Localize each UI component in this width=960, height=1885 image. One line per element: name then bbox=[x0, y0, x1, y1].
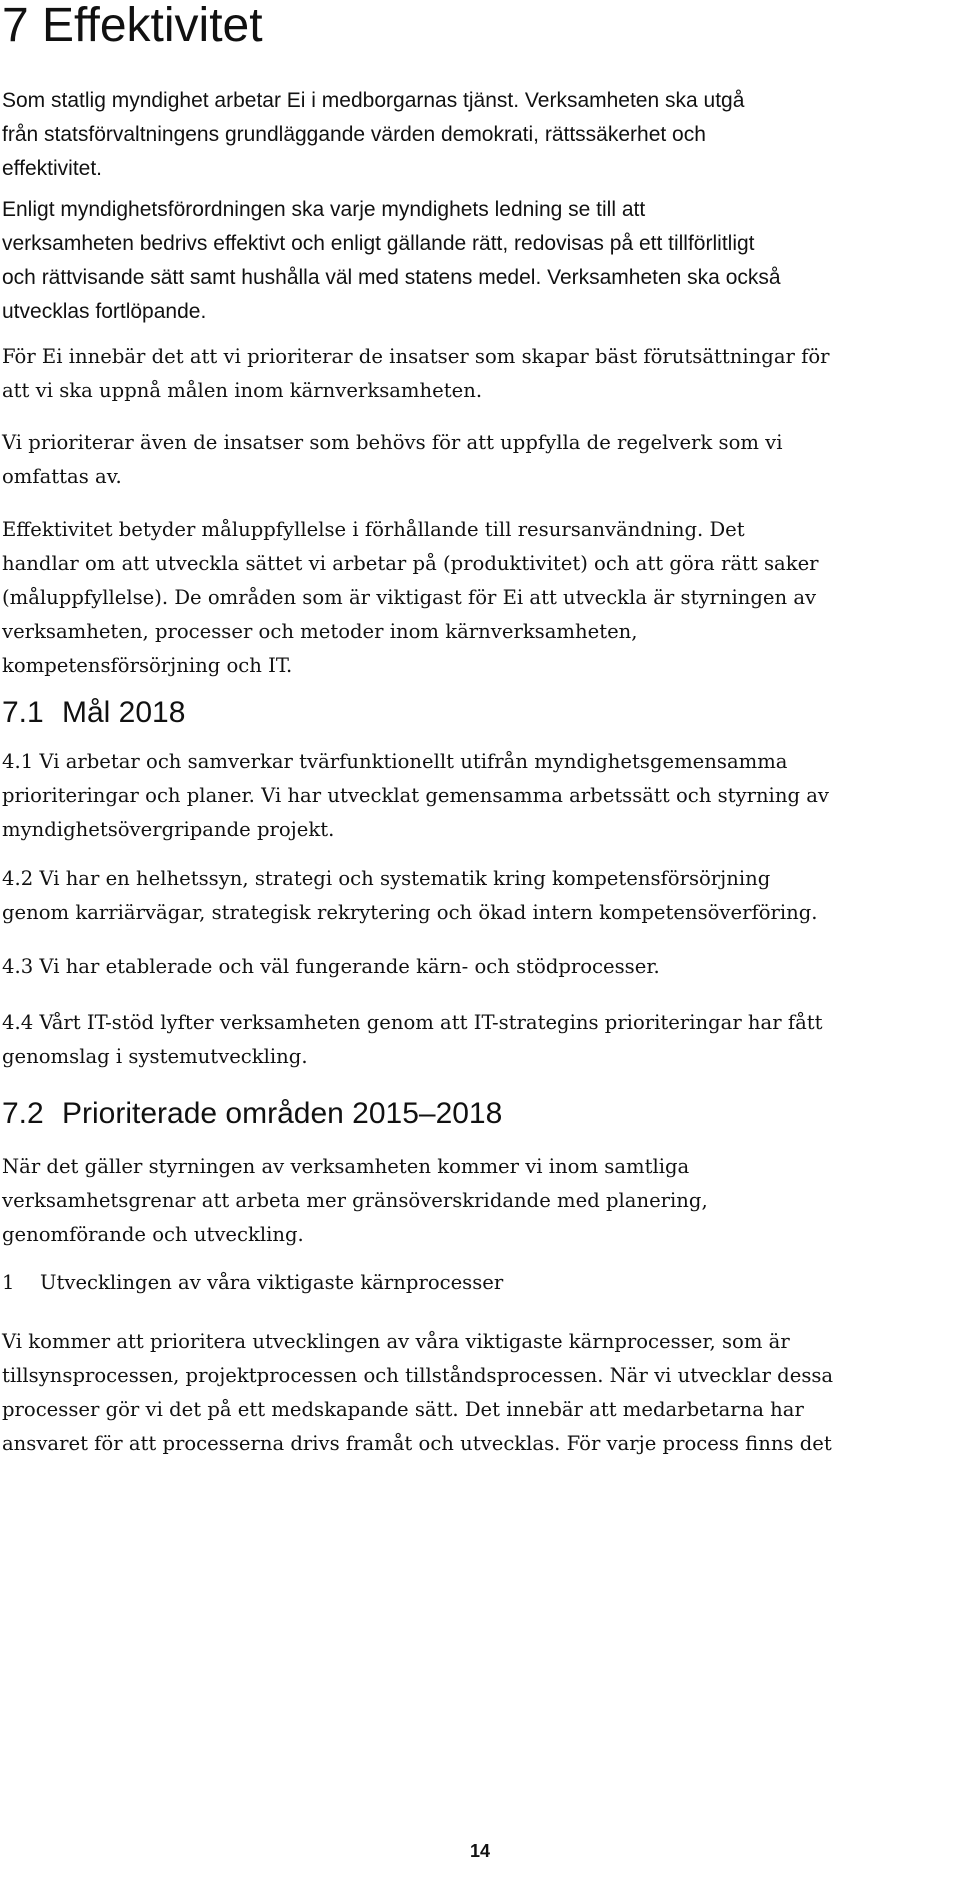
text-line: För Ei innebär det att vi prioriterar de insatser som skapar bäst förutsättningar för bbox=[2, 345, 830, 368]
text-line: verksamheten bedrivs effektivt och enligt gällande rätt, redovisas på ett tillförlitligt bbox=[2, 232, 755, 255]
text-line: verksamheten, processer och metoder inom kärnverksamheten, bbox=[2, 620, 638, 643]
goal-4-3 bbox=[2, 950, 922, 984]
text-line: (måluppfyllelse). De områden som är viktigast för Ei att utveckla är styrningen av bbox=[2, 586, 817, 609]
section-title: Prioriterade områden 2015–2018 bbox=[62, 1097, 503, 1130]
priority-paragraph bbox=[2, 340, 922, 408]
text-line: kompetensförsörjning och IT. bbox=[2, 654, 293, 677]
text-line: genom karriärvägar, strategisk rekrytering och ökad intern kompetensöverföring. bbox=[2, 901, 818, 924]
text-line: genomslag i systemutveckling. bbox=[2, 1045, 308, 1068]
section-number: 7.2 bbox=[2, 1097, 44, 1130]
page-number: 14 bbox=[469, 1841, 491, 1861]
text-line: myndighetsövergripande projekt. bbox=[2, 818, 335, 841]
text-line: effektivitet. bbox=[2, 157, 102, 180]
text-line: prioriteringar och planer. Vi har utvecklat gemensamma arbetssätt och styrning av bbox=[2, 784, 829, 807]
text-line: genomförande och utveckling. bbox=[2, 1223, 304, 1246]
efficiency-paragraph bbox=[2, 513, 922, 683]
goal-4-4 bbox=[2, 1006, 922, 1074]
text-line: från statsförvaltningens grundläggande värden demokrati, rättssäkerhet och bbox=[2, 123, 706, 146]
numbered-item-1 bbox=[2, 1266, 503, 1300]
ordinance-paragraph bbox=[2, 193, 922, 329]
chapter-heading: 7 Effektivitet bbox=[2, 0, 263, 52]
section-title: Mål 2018 bbox=[62, 696, 186, 729]
text-line: 4.3 Vi har etablerade och väl fungerande kärn- och stödprocesser. bbox=[2, 955, 660, 978]
text-line: och rättvisande sätt samt hushålla väl med statens medel. Verksamheten ska också bbox=[2, 266, 781, 289]
section-number: 7.1 bbox=[2, 696, 44, 729]
intro-paragraph bbox=[2, 84, 922, 186]
text-line: 4.1 Vi arbetar och samverkar tvärfunktionellt utifrån myndighetsgemensamma bbox=[2, 750, 788, 773]
text-line: Enligt myndighetsförordningen ska varje myndighets ledning se till att bbox=[2, 198, 646, 221]
core-processes-paragraph bbox=[2, 1325, 922, 1461]
section-heading-7-1 bbox=[2, 695, 185, 731]
text-line: ansvaret för att processerna drivs framåt och utvecklas. För varje process finns det bbox=[2, 1432, 832, 1455]
steering-paragraph bbox=[2, 1150, 922, 1252]
text-line: att vi ska uppnå målen inom kärnverksamheten. bbox=[2, 379, 483, 402]
text-line: utvecklas fortlöpande. bbox=[2, 300, 207, 323]
text-line: omfattas av. bbox=[2, 465, 122, 488]
text-line: När det gäller styrningen av verksamheten kommer vi inom samtliga bbox=[2, 1155, 690, 1178]
text-line: Vi kommer att prioritera utvecklingen av våra viktigaste kärnprocesser, som är bbox=[2, 1330, 790, 1353]
text-line: Effektivitet betyder måluppfyllelse i förhållande till resursanvändning. Det bbox=[2, 518, 745, 541]
regulations-paragraph bbox=[2, 426, 922, 494]
item-number: 1 bbox=[2, 1271, 15, 1294]
text-line: processer gör vi det på ett medskapande sätt. Det innebär att medarbetarna har bbox=[2, 1398, 804, 1421]
text-line: Vi prioriterar även de insatser som behövs för att uppfylla de regelverk som vi bbox=[2, 431, 783, 454]
text-line: 4.4 Vårt IT-stöd lyfter verksamheten genom att IT-strategins prioriteringar har fått bbox=[2, 1011, 823, 1034]
text-line: Som statlig myndighet arbetar Ei i medborgarnas tjänst. Verksamheten ska utgå bbox=[2, 89, 745, 112]
text-line: verksamhetsgrenar att arbeta mer gränsöverskridande med planering, bbox=[2, 1189, 708, 1212]
goal-4-1 bbox=[2, 745, 922, 847]
text-line: tillsynsprocessen, projektprocessen och tillståndsprocessen. När vi utvecklar dessa bbox=[2, 1364, 834, 1387]
text-line: handlar om att utveckla sättet vi arbetar på (produktivitet) och att göra rätt saker bbox=[2, 552, 819, 575]
goal-4-2 bbox=[2, 862, 922, 930]
item-text: Utvecklingen av våra viktigaste kärnprocesser bbox=[40, 1271, 504, 1294]
section-heading-7-2 bbox=[2, 1096, 502, 1132]
text-line: 4.2 Vi har en helhetssyn, strategi och systematik kring kompetensförsörjning bbox=[2, 867, 771, 890]
